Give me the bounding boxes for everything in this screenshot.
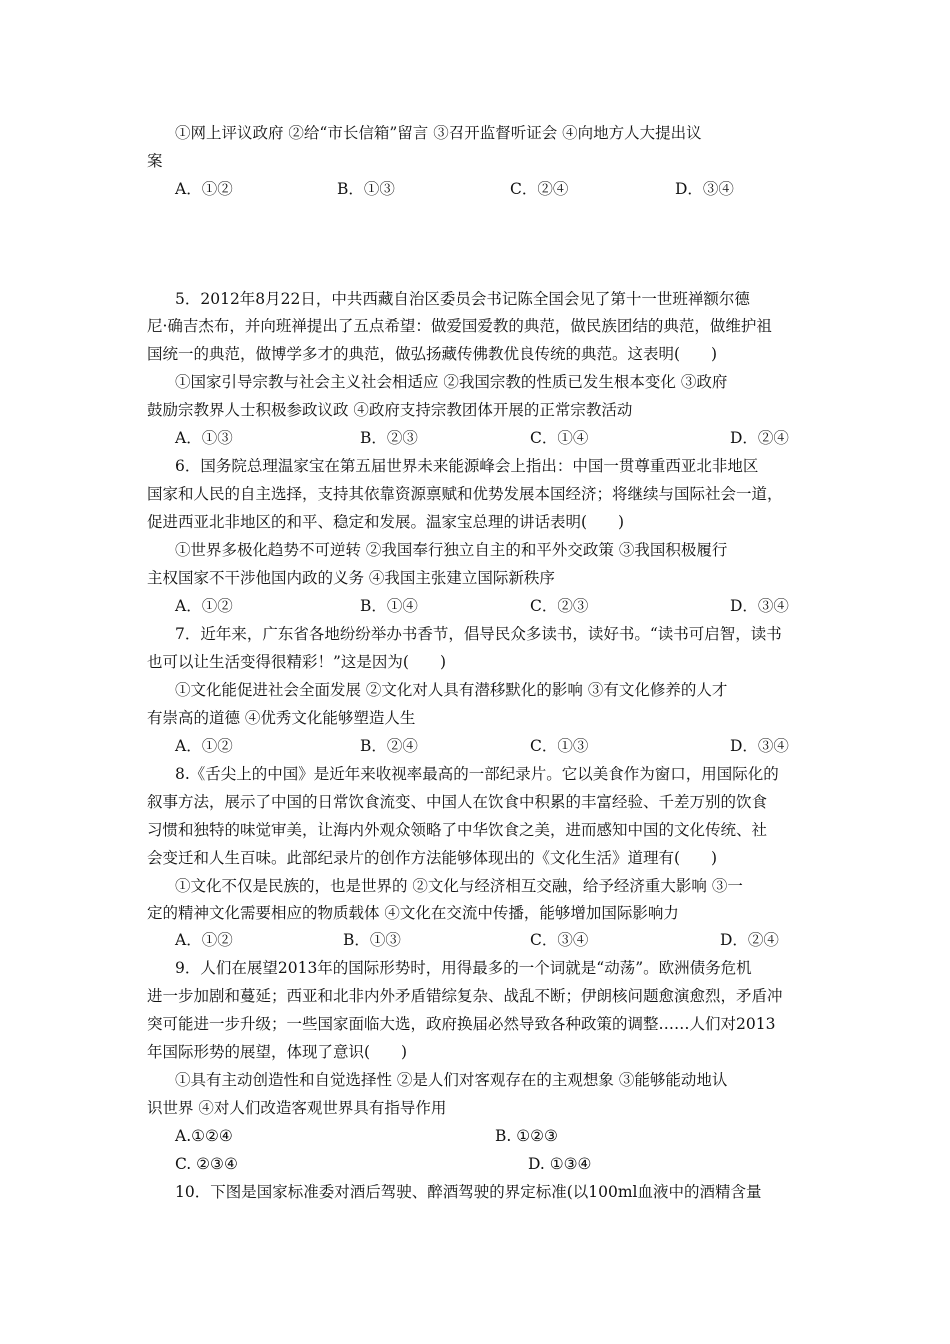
q7-stem-line-1: 7．近年来，广东省各地纷纷举办书香节，倡导民众多读书，读好书。“读书可启智，读书: [175, 625, 782, 643]
q9-items-line-1: ①具有主动创造性和自觉选择性 ②是人们对客观存在的主观想象 ③能够能动地认: [175, 1071, 728, 1089]
q8-stem-line-3: 习惯和独特的味觉审美，让海内外观众领略了中华饮食之美，进而感知中国的文化传统、社: [147, 821, 768, 839]
q6-option-d: D．③④: [730, 597, 789, 615]
q6-option-a: A．①②: [175, 597, 233, 615]
q5-option-b: B．②③: [360, 429, 418, 447]
q4-items-line-1: ①网上评议政府 ②给“市长信箱”留言 ③召开监督听证会 ④向地方人大提出议: [175, 124, 702, 142]
q7-option-b: B．②④: [360, 737, 418, 755]
q8-option-a: A．①②: [175, 931, 233, 949]
q6-stem-line-1: 6．国务院总理温家宝在第五届世界未来能源峰会上指出：中国一贯尊重西亚北非地区: [175, 457, 759, 475]
q5-stem-line-3: 国统一的典范，做博学多才的典范，做弘扬藏传佛教优良传统的典范。这表明( ): [147, 345, 718, 363]
q9-stem-line-4: 年国际形势的展望，体现了意识( ): [147, 1043, 408, 1061]
q4-items-line-2: 案: [147, 152, 163, 170]
q9-stem-line-1: 9．人们在展望2013年的国际形势时，用得最多的一个词就是“动荡”。欧洲债务危机: [175, 959, 752, 977]
q8-stem-line-2: 叙事方法，展示了中国的日常饮食流变、中国人在饮食中积累的丰富经验、千差万别的饮食: [147, 793, 768, 811]
q6-option-c: C．②③: [530, 597, 589, 615]
q5-option-d: D．②④: [730, 429, 789, 447]
q4-option-b: B．①③: [337, 180, 395, 198]
q9-stem-line-3: 突可能进一步升级；一些国家面临大选，政府换届必然导致各种政策的调整……人们对2013: [147, 1015, 776, 1033]
q5-items-line-2: 鼓励宗教界人士积极参政议政 ④政府支持宗教团体开展的正常宗教活动: [147, 401, 633, 419]
q7-stem-line-2: 也可以让生活变得很精彩！”这是因为( ): [147, 653, 447, 671]
q9-option-c: C. ②③④: [175, 1155, 238, 1173]
q5-stem-line-1: 5．2012年8月22日，中共西藏自治区委员会书记陈全国会见了第十一世班禅额尔德: [175, 290, 750, 308]
q10-stem-line-1: 10．下图是国家标准委对酒后驾驶、醉酒驾驶的界定标准(以100ml血液中的酒精含量: [175, 1183, 762, 1201]
q5-option-a: A．①③: [175, 429, 233, 447]
q5-stem-line-2: 尼·确吉杰布，并向班禅提出了五点希望：做爱国爱教的典范，做民族团结的典范，做维护祖: [147, 317, 772, 335]
q8-option-b: B．①③: [343, 931, 401, 949]
q6-stem-line-2: 国家和人民的自主选择，支持其依靠资源禀赋和优势发展本国经济；将继续与国际社会一道，: [147, 485, 783, 503]
q9-option-a: A.①②④: [175, 1127, 233, 1145]
q8-items-line-1: ①文化不仅是民族的，也是世界的 ②文化与经济相互交融，给予经济重大影响 ③一: [175, 877, 743, 895]
q4-option-a: A．①②: [175, 180, 233, 198]
q8-items-line-2: 定的精神文化需要相应的物质载体 ④文化在交流中传播，能够增加国际影响力: [147, 904, 679, 922]
q8-stem-line-1: 8.《舌尖上的中国》是近年来收视率最高的一部纪录片。它以美食作为窗口，用国际化的: [175, 765, 779, 783]
q7-option-c: C．①③: [530, 737, 589, 755]
q5-items-line-1: ①国家引导宗教与社会主义社会相适应 ②我国宗教的性质已发生根本变化 ③政府: [175, 373, 728, 391]
q4-option-d: D．③④: [675, 180, 734, 198]
q7-option-a: A．①②: [175, 737, 233, 755]
q6-items-line-2: 主权国家不干涉他国内政的义务 ④我国主张建立国际新秩序: [147, 569, 555, 587]
q7-items-line-1: ①文化能促进社会全面发展 ②文化对人具有潜移默化的影响 ③有文化修养的人才: [175, 681, 728, 699]
q5-option-c: C．①④: [530, 429, 589, 447]
q9-option-d: D. ①③④: [528, 1155, 592, 1173]
q9-option-b: B. ①②③: [495, 1127, 558, 1145]
q6-option-b: B．①④: [360, 597, 418, 615]
q9-items-line-2: 识世界 ④对人们改造客观世界具有指导作用: [147, 1099, 447, 1117]
q7-items-line-2: 有崇高的道德 ④优秀文化能够塑造人生: [147, 709, 416, 727]
q7-option-d: D．③④: [730, 737, 789, 755]
q4-option-c: C．②④: [510, 180, 569, 198]
q8-stem-line-4: 会变迁和人生百味。此部纪录片的创作方法能够体现出的《文化生活》道理有( ): [147, 849, 718, 867]
q6-items-line-1: ①世界多极化趋势不可逆转 ②我国奉行独立自主的和平外交政策 ③我国积极履行: [175, 541, 728, 559]
q8-option-c: C．③④: [530, 931, 589, 949]
q6-stem-line-3: 促进西亚北非地区的和平、稳定和发展。温家宝总理的讲话表明( ): [147, 513, 625, 531]
q8-option-d: D．②④: [720, 931, 779, 949]
q9-stem-line-2: 进一步加剧和蔓延；西亚和北非内外矛盾错综复杂、战乱不断；伊朗核问题愈演愈烈，矛盾冲: [147, 987, 783, 1005]
